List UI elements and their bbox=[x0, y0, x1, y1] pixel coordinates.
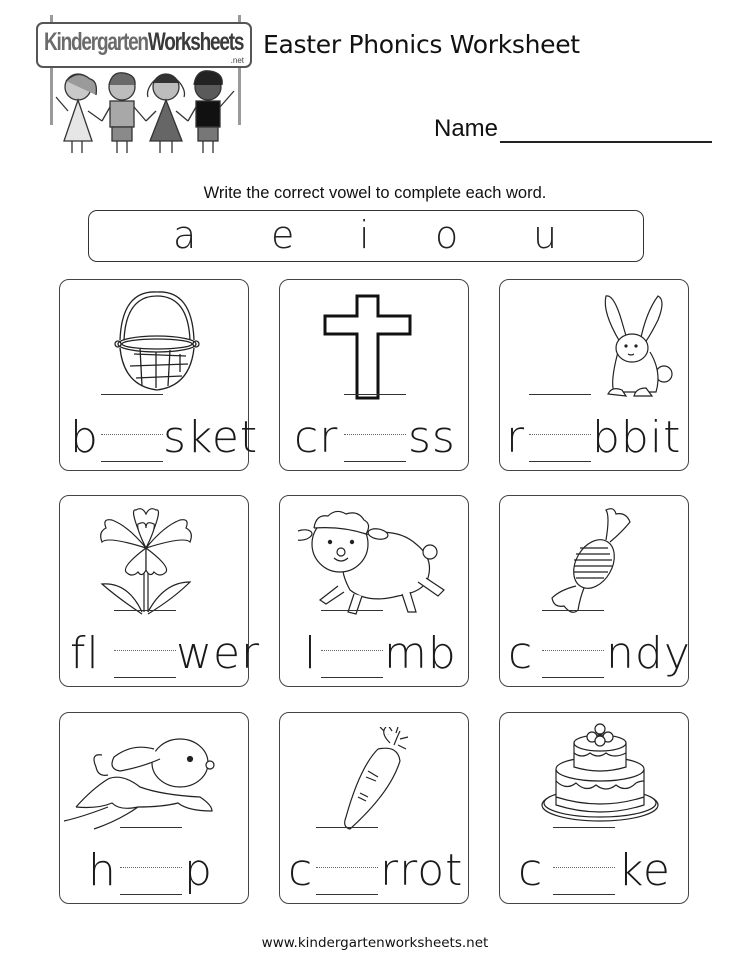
vowel-blank[interactable] bbox=[120, 827, 182, 897]
word-lamb bbox=[280, 626, 468, 679]
candy-icon bbox=[550, 506, 640, 616]
vowel-blank[interactable] bbox=[553, 827, 615, 897]
word-candy bbox=[500, 626, 691, 679]
worksheet-title: Easter Phonics Worksheet bbox=[263, 30, 580, 59]
word-basket bbox=[60, 410, 259, 463]
vowel-o: o bbox=[435, 213, 459, 257]
word-card-rabbit bbox=[499, 279, 689, 471]
word-prefix: c bbox=[518, 845, 544, 896]
children-holding-hands-icon bbox=[46, 69, 246, 161]
word-rabbit bbox=[500, 410, 688, 463]
hopping-bunny-icon bbox=[62, 723, 222, 833]
vowel-blank[interactable] bbox=[542, 610, 604, 680]
vowel-blank[interactable] bbox=[344, 394, 406, 464]
word-prefix: c bbox=[508, 628, 534, 679]
vowel-a: a bbox=[173, 213, 197, 257]
lamb-icon bbox=[298, 508, 448, 616]
vowel-u: u bbox=[533, 213, 558, 257]
word-suffix: p bbox=[184, 845, 213, 896]
word-prefix: h bbox=[88, 845, 117, 896]
word-prefix: b bbox=[70, 412, 99, 463]
vowel-e: e bbox=[271, 213, 295, 257]
word-suffix: bbit bbox=[592, 412, 682, 463]
basket-icon bbox=[112, 290, 202, 400]
vowel-blank[interactable] bbox=[529, 394, 591, 464]
rabbit-icon bbox=[600, 292, 675, 402]
word-card-basket bbox=[59, 279, 259, 471]
word-suffix: rrot bbox=[380, 845, 464, 896]
name-input-line[interactable] bbox=[500, 115, 712, 143]
carrot-icon bbox=[340, 727, 410, 833]
kindergarten-worksheets-logo bbox=[36, 15, 256, 155]
word-suffix: sket bbox=[163, 412, 259, 463]
vowel-i: i bbox=[359, 213, 370, 257]
vowel-blank[interactable] bbox=[114, 610, 176, 680]
word-prefix: cr bbox=[294, 412, 339, 463]
name-field[interactable] bbox=[434, 115, 712, 143]
word-card-cake bbox=[499, 712, 689, 904]
logo-sign bbox=[36, 22, 252, 68]
word-card-candy bbox=[499, 495, 689, 687]
word-card-lamb bbox=[279, 495, 469, 687]
vowel-blank[interactable] bbox=[321, 610, 383, 680]
cake-icon bbox=[540, 721, 660, 831]
word-suffix: ss bbox=[408, 412, 456, 463]
word-prefix: r bbox=[506, 412, 526, 463]
word-card-carrot bbox=[279, 712, 469, 904]
vowel-blank[interactable] bbox=[101, 394, 163, 464]
word-suffix: ndy bbox=[606, 628, 691, 679]
word-hop bbox=[60, 843, 248, 896]
footer-url: www.kindergartenworksheets.net bbox=[261, 935, 489, 951]
logo-domain-suffix: .net bbox=[230, 56, 244, 65]
word-card-cross bbox=[279, 279, 469, 471]
logo-text bbox=[44, 29, 243, 58]
flower-icon bbox=[98, 506, 208, 616]
word-prefix: fl bbox=[70, 628, 100, 679]
logo-brand-part2: Worksheets bbox=[147, 29, 244, 57]
word-cross bbox=[280, 410, 468, 463]
word-card-hop bbox=[59, 712, 249, 904]
vowel-bank bbox=[88, 210, 644, 262]
logo-brand-part1: Kindergarten bbox=[44, 29, 148, 57]
word-suffix: mb bbox=[384, 628, 457, 679]
word-prefix: c bbox=[288, 845, 314, 896]
word-carrot bbox=[280, 843, 468, 896]
word-suffix: ke bbox=[618, 845, 671, 896]
word-suffix: wer bbox=[176, 628, 261, 679]
name-label: Name bbox=[434, 115, 499, 142]
word-card-flower bbox=[59, 495, 261, 687]
instruction-text: Write the correct vowel to complete each word. bbox=[203, 184, 547, 202]
cross-icon bbox=[320, 294, 420, 404]
word-cake bbox=[500, 843, 688, 896]
vowel-blank[interactable] bbox=[316, 827, 378, 897]
word-flower bbox=[60, 626, 261, 679]
word-prefix: l bbox=[304, 628, 318, 679]
